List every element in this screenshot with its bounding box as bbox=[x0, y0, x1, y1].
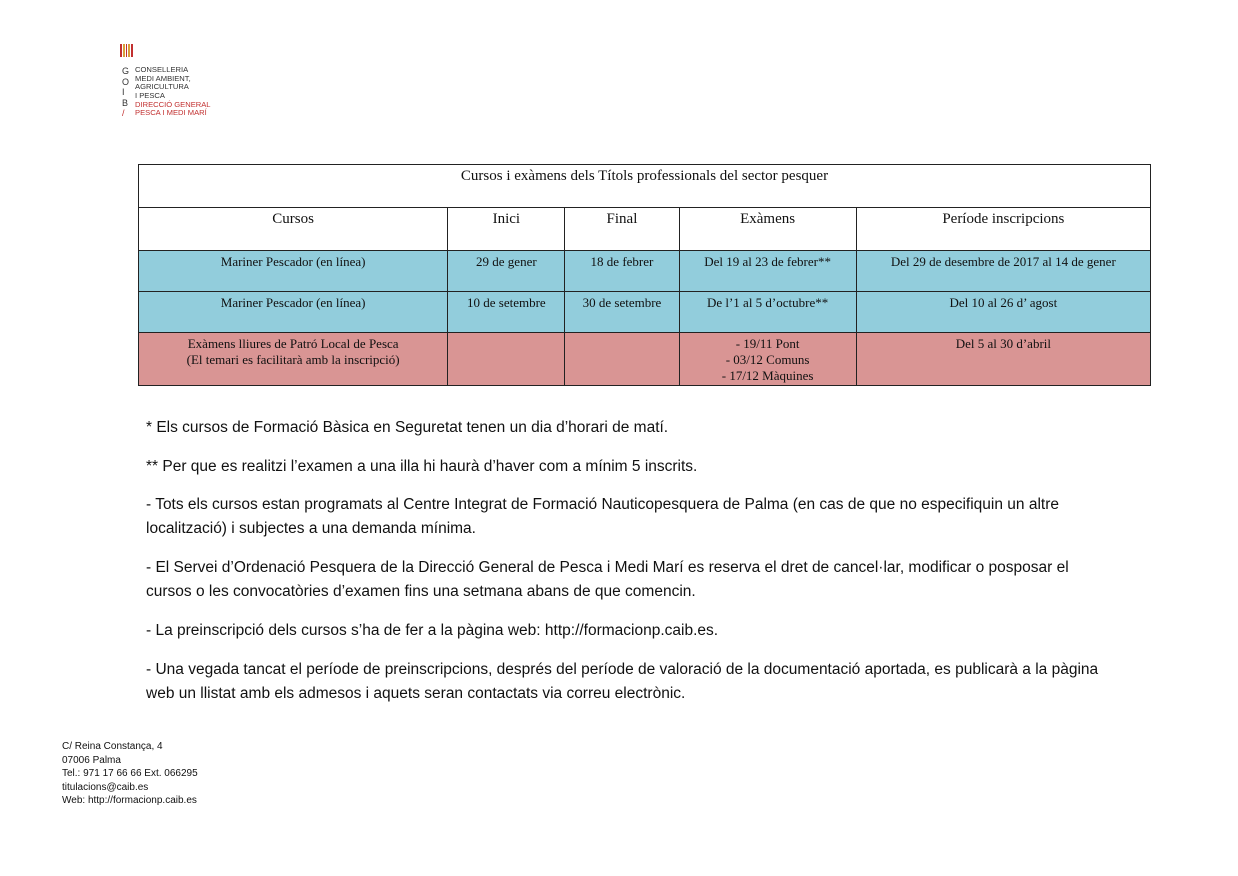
cell-examens: Del 19 al 23 de febrer** bbox=[679, 251, 856, 292]
header-final: Final bbox=[565, 208, 679, 251]
footer-email[interactable]: titulacions@caib.es bbox=[62, 781, 149, 793]
header-examens: Exàmens bbox=[679, 208, 856, 251]
cell-final: 18 de febrer bbox=[565, 251, 679, 292]
table-row bbox=[139, 292, 1151, 333]
cell-inici bbox=[448, 333, 565, 386]
cell-inscripcions: Del 5 al 30 d’abril bbox=[856, 333, 1150, 386]
note-course-location: - Tots els cursos estan programats al Centre Integrat de Formació Nauticopesquera de Palma (en cas de que no especifiquin un altre localització) i subjectes a una demanda mínima. bbox=[146, 496, 1059, 537]
cell-inici: 29 de gener bbox=[448, 251, 565, 292]
note-morning-schedule: * Els cursos de Formació Bàsica en Seguretat tenen un dia d’horari de matí. bbox=[146, 419, 669, 436]
courses-table bbox=[138, 164, 1151, 386]
crest-icon bbox=[120, 44, 133, 57]
cell-inscripcions: Del 10 al 26 d’ agost bbox=[856, 292, 1150, 333]
footer-city: 07006 Palma bbox=[62, 754, 121, 766]
cell-examens: - 19/11 Pont - 03/12 Comuns - 17/12 Màquines bbox=[679, 333, 856, 386]
footer-phone: Tel.: 971 17 66 66 Ext. 066295 bbox=[62, 768, 198, 779]
table-title: Cursos i exàmens dels Títols professionals del sector pesquer bbox=[139, 165, 1151, 208]
cell-final bbox=[565, 333, 679, 386]
goib-letters: G O I B / bbox=[122, 66, 130, 118]
cell-inscripcions: Del 29 de desembre de 2017 al 14 de gener bbox=[856, 251, 1150, 292]
cell-curs: Mariner Pescador (en línea) bbox=[139, 292, 448, 333]
cell-curs: Exàmens lliures de Patró Local de Pesca (El temari es facilitarà amb la inscripció) bbox=[139, 333, 448, 386]
header-inscripcions: Període inscripcions bbox=[856, 208, 1150, 251]
note-minimum-enrolled: ** Per que es realitzi l’examen a una illa hi haurà d’haver com a mínim 5 inscrits. bbox=[146, 458, 698, 475]
footer-address: C/ Reina Constança, 4 bbox=[62, 741, 163, 752]
footer-contact bbox=[62, 740, 198, 808]
cell-final: 30 de setembre bbox=[565, 292, 679, 333]
cell-inici: 10 de setembre bbox=[448, 292, 565, 333]
footer-web[interactable]: Web: http://formacionp.caib.es bbox=[62, 795, 197, 806]
cell-examens: De l’1 al 5 d’octubre** bbox=[679, 292, 856, 333]
logo-department-text: CONSELLERIA MEDI AMBIENT, AGRICULTURA I PESCA DIRECCIÓ GENERAL PESCA I MEDI MARÍ bbox=[135, 65, 211, 118]
note-cancellation: - El Servei d’Ordenació Pesquera de la Direcció General de Pesca i Medi Marí es reserva el dret de cancel·lar, modificar o posposar el cursos o les convocatòries d’examen fins una setmana abans de que comencin. bbox=[146, 559, 1069, 600]
table-row bbox=[139, 251, 1151, 292]
note-admitted-list: - Una vegada tancat el període de preinscripcions, després del període de valoració de la documentació aportada, es publicarà a la pàgina web un llistat amb els admesos i aquets seran contactats via correu electrònic. bbox=[146, 661, 1099, 702]
header-inici: Inici bbox=[448, 208, 565, 251]
note-preregistration: - La preinscripció dels cursos s’ha de fer a la pàgina web: http://formacionp.caib.es. bbox=[146, 622, 719, 639]
table-row bbox=[139, 333, 1151, 386]
header-cursos: Cursos bbox=[139, 208, 448, 251]
cell-curs: Mariner Pescador (en línea) bbox=[139, 251, 448, 292]
